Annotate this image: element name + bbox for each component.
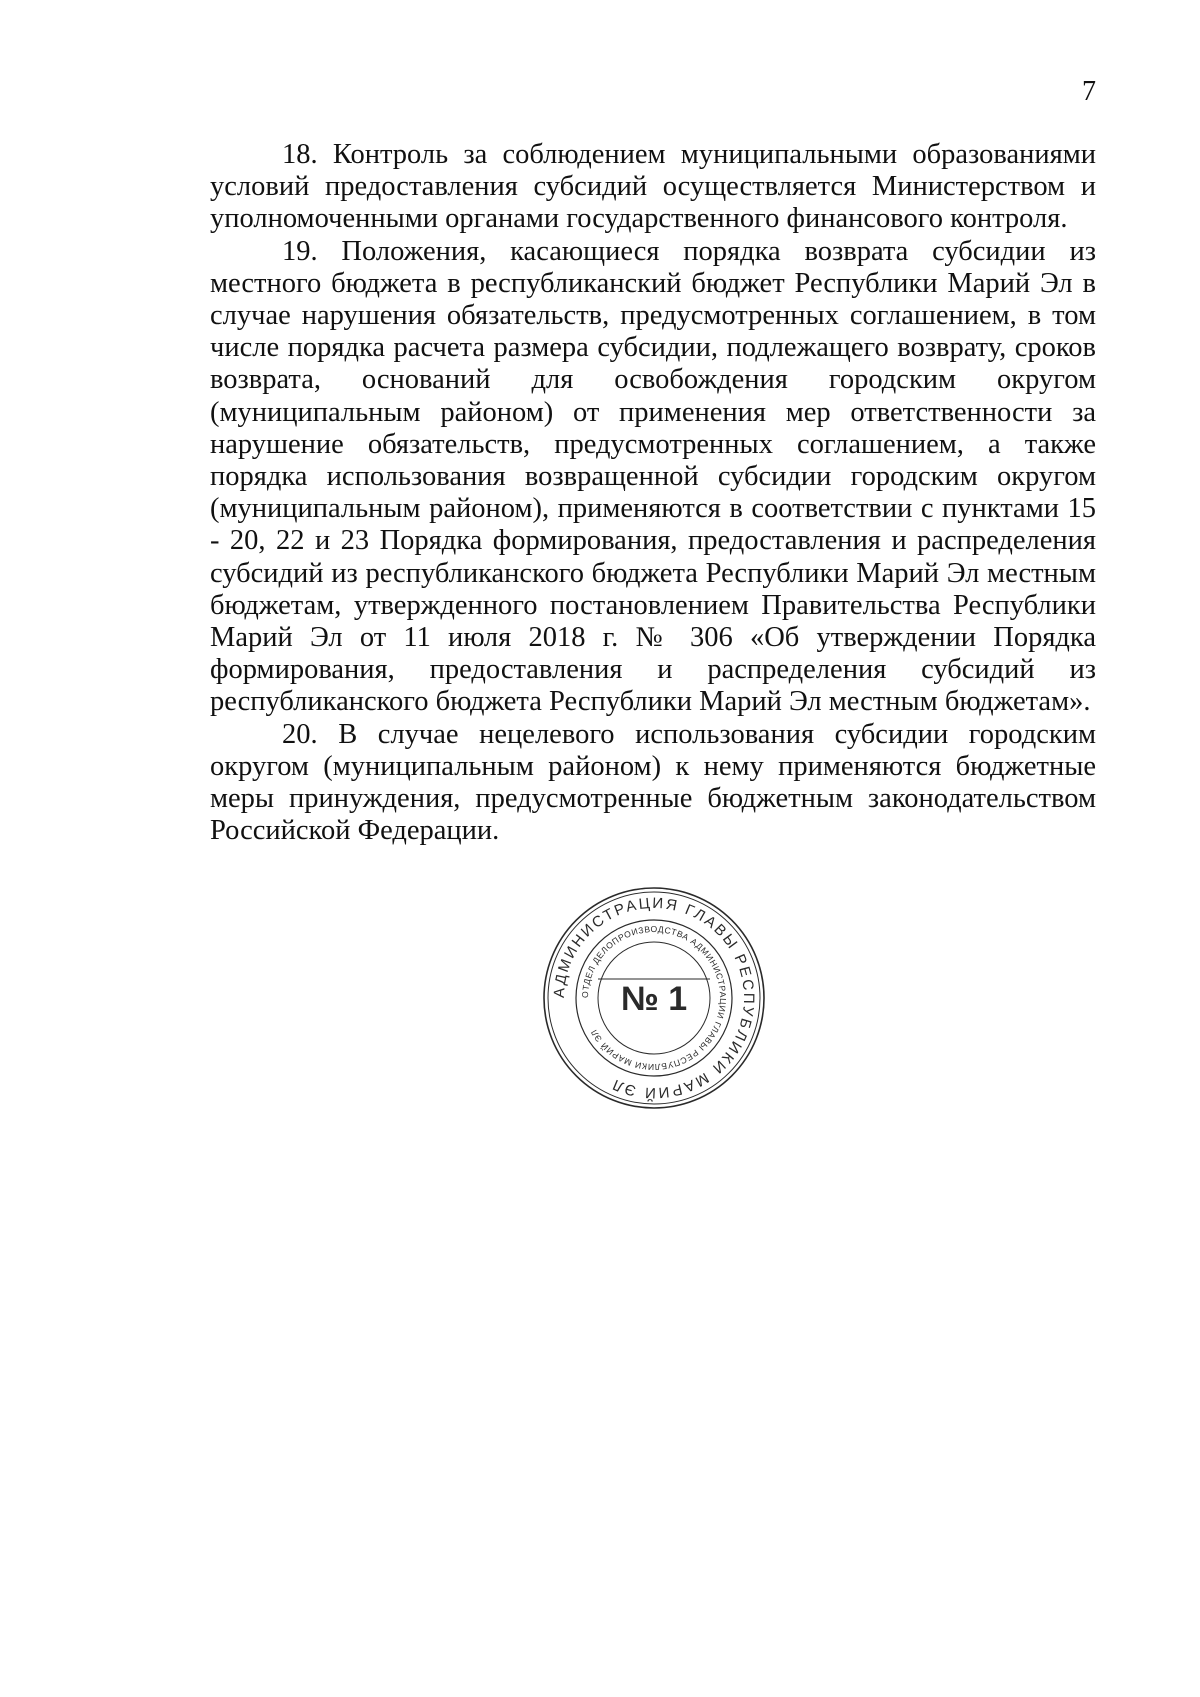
seal-number-text: № 1	[620, 980, 688, 1018]
seal-outer-text: АДМИНИСТРАЦИЯ ГЛАВЫ РЕСПУБЛИКИ МАРИЙ ЭЛ	[550, 894, 758, 1102]
paragraph-20: 20. В случае нецелевого использования субсидии городским округом (муниципальным районом) к нему применяются бюджетные меры принуждения, предусмотренные бюджетным законодательством Российской Федерации.	[210, 718, 1096, 847]
seal-graphic	[538, 882, 770, 1114]
official-seal-stamp	[538, 882, 770, 1114]
page-number: 7	[1082, 76, 1096, 107]
paragraph-18: 18. Контроль за соблюдением муниципальными образованиями условий предоставления субсидий осуществляется Министерством и уполномоченными органами государственного финансового контроля.	[210, 139, 1096, 235]
seal-inner-text: ОТДЕЛ ДЕЛОПРОИЗВОДСТВА АДМИНИСТРАЦИИ ГЛАВЫ РЕСПУБЛИКИ МАРИЙ ЭЛ	[579, 923, 729, 1073]
paragraph-19: 19. Положения, касающиеся порядка возврата субсидии из местного бюджета в республиканский бюджет Республики Марий Эл в случае нарушения обязательств, предусмотренных соглашением, в том числе порядка расчета размера субсидии, подлежащего возврату, сроков возврата, оснований для освобождения городским округом (муниципальным районом) от применения мер ответственности за нарушение обязательств, предусмотренных соглашением, а также порядка использования возвращенной субсидии городским округом (муниципальным районом), применяются в соответствии с пунктами 15 - 20, 22 и 23 Порядка формирования, предоставления и распределения субсидий из республиканского бюджета Республики Марий Эл местным бюджетам, утвержденного постановлением Правительства Республики Марий Эл от 11 июля 2018 г. № 306 «Об утверждении Порядка формирования, предоставления и распределения субсидий из республиканского бюджета Республики Марий Эл местным бюджетам».	[210, 235, 1096, 718]
document-body	[210, 139, 1096, 847]
